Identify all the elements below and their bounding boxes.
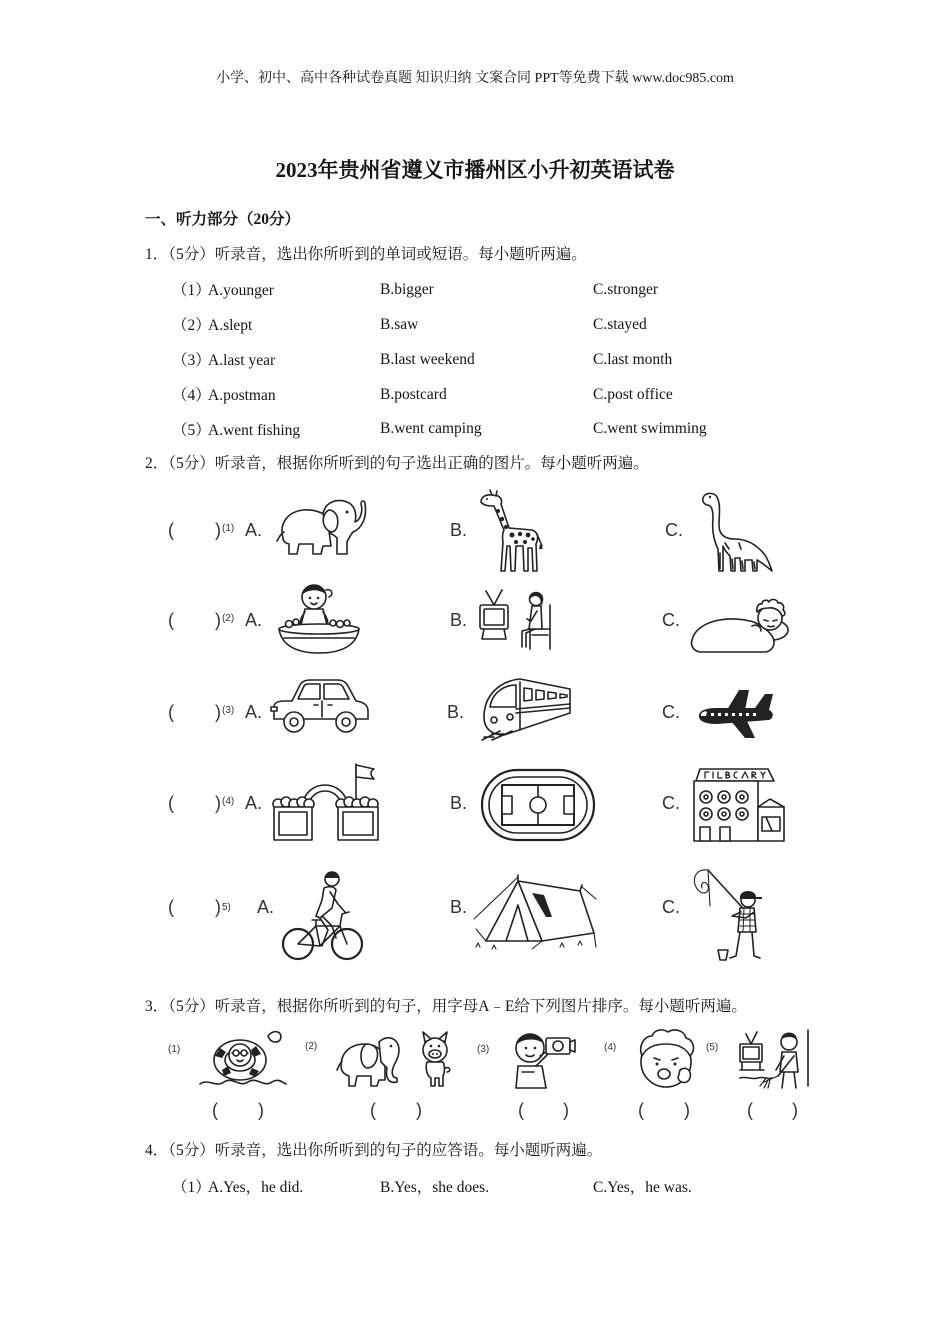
q1-option-c: C.last month bbox=[593, 351, 673, 368]
option-a-label: A. bbox=[245, 793, 263, 813]
option-c-label: C. bbox=[662, 610, 680, 630]
answer-open-paren: ( bbox=[518, 1100, 524, 1120]
answer-open-paren: ( bbox=[212, 1100, 218, 1120]
cycling-icon bbox=[282, 868, 364, 962]
answer-close-paren: ) bbox=[215, 610, 221, 630]
option-c-label: C. bbox=[665, 520, 683, 540]
car-icon bbox=[270, 677, 370, 737]
q1-option-a: A.postman bbox=[208, 387, 276, 404]
q4-option-b: B.Yes，she does. bbox=[380, 1179, 490, 1196]
q1-option-c: C.stronger bbox=[593, 281, 659, 298]
option-b-label: B. bbox=[447, 702, 465, 722]
train-icon bbox=[480, 673, 572, 741]
q1-item-num: （3） bbox=[172, 352, 211, 369]
section-heading-listening: 一、听力部分（20分） bbox=[145, 211, 301, 228]
q3-item-num: (5) bbox=[706, 1042, 719, 1053]
swimming-icon bbox=[198, 1026, 288, 1090]
answer-open-paren: ( bbox=[168, 897, 174, 917]
park-icon bbox=[270, 762, 382, 842]
q4-option-c: C.Yes，he was. bbox=[593, 1179, 692, 1196]
option-c-label: C. bbox=[662, 702, 680, 722]
q4-item-num: （1） bbox=[172, 1179, 211, 1196]
answer-open-paren: ( bbox=[747, 1100, 753, 1120]
answer-close-paren: ) bbox=[792, 1100, 798, 1120]
q3-item-num: (1) bbox=[168, 1044, 181, 1055]
q2-stem: 2．（5分）听录音，根据你所听到的句子选出正确的图片。每小题听两遍。 bbox=[145, 455, 649, 472]
washing-icon bbox=[275, 579, 363, 657]
answer-close-paren: ) bbox=[215, 897, 221, 917]
answer-close-paren: ) bbox=[563, 1100, 569, 1120]
q1-stem: 1．（5分）听录音，选出你所听到的单词或短语。每小题听两遍。 bbox=[145, 246, 587, 263]
page-title: 2023年贵州省遵义市播州区小升初英语试卷 bbox=[275, 158, 675, 182]
giraffe-icon bbox=[478, 488, 543, 573]
q3-item-num: (3) bbox=[477, 1044, 490, 1055]
option-a-label: A. bbox=[245, 610, 263, 630]
tent-icon bbox=[472, 873, 598, 953]
q4-stem: 4．（5分）听录音，选出你所听到的句子的应答语。每小题听两遍。 bbox=[145, 1142, 603, 1159]
q2-row-num: (4) bbox=[222, 796, 235, 807]
answer-close-paren: ) bbox=[416, 1100, 422, 1120]
q2-row-num: (2) bbox=[222, 613, 235, 624]
elephant-pig-icon bbox=[335, 1028, 463, 1090]
q1-option-a: A.younger bbox=[208, 282, 274, 299]
sleeping-icon bbox=[690, 594, 790, 654]
q3-item-num: (2) bbox=[305, 1041, 318, 1052]
dinosaur-icon bbox=[695, 489, 773, 573]
watching-tv-icon bbox=[478, 587, 558, 651]
q2-row-num: (3) bbox=[222, 705, 235, 716]
answer-open-paren: ( bbox=[168, 793, 174, 813]
fishing-icon bbox=[688, 866, 778, 962]
stadium-icon bbox=[480, 768, 596, 842]
library-icon bbox=[690, 767, 786, 843]
option-b-label: B. bbox=[450, 793, 468, 813]
answer-close-paren: ) bbox=[215, 702, 221, 722]
answer-open-paren: ( bbox=[168, 610, 174, 630]
q1-option-b: B.bigger bbox=[380, 281, 434, 298]
elephant-icon bbox=[275, 494, 367, 562]
q1-option-a: A.last year bbox=[208, 352, 276, 369]
option-a-label: A. bbox=[245, 702, 263, 722]
camera-icon bbox=[508, 1026, 576, 1090]
q1-option-c: C.post office bbox=[593, 386, 673, 403]
header-url: www.doc985.com bbox=[632, 71, 734, 86]
q1-option-b: B.last weekend bbox=[380, 351, 475, 368]
plane-icon bbox=[697, 686, 775, 740]
answer-open-paren: ( bbox=[638, 1100, 644, 1120]
q2-row-num: 5) bbox=[222, 902, 231, 913]
q1-option-b: B.postcard bbox=[380, 386, 447, 403]
q1-option-b: B.went camping bbox=[380, 420, 482, 437]
answer-close-paren: ) bbox=[215, 520, 221, 540]
q1-item-num: （2） bbox=[172, 317, 211, 334]
answer-close-paren: ) bbox=[684, 1100, 690, 1120]
answer-open-paren: ( bbox=[168, 520, 174, 540]
option-c-label: C. bbox=[662, 793, 680, 813]
q2-row-num: (1) bbox=[222, 523, 235, 534]
option-a-label: A. bbox=[245, 520, 263, 540]
q1-item-num: （5） bbox=[172, 422, 211, 439]
q1-option-a: A.slept bbox=[208, 317, 253, 334]
option-b-label: B. bbox=[450, 610, 468, 630]
option-a-label: A. bbox=[257, 897, 275, 917]
q4-option-a: A.Yes，he did. bbox=[208, 1179, 304, 1196]
answer-close-paren: ) bbox=[215, 793, 221, 813]
q1-option-c: C.went swimming bbox=[593, 420, 707, 437]
q1-item-num: （4） bbox=[172, 387, 211, 404]
q3-item-num: (4) bbox=[604, 1042, 617, 1053]
toothache-icon bbox=[630, 1026, 702, 1092]
site-header bbox=[0, 70, 950, 88]
q3-stem: 3．（5分）听录音，根据你所听到的句子，用字母A﹣E给下列图片排序。每小题听两遍。 bbox=[145, 998, 747, 1015]
option-b-label: B. bbox=[450, 897, 468, 917]
answer-open-paren: ( bbox=[370, 1100, 376, 1120]
answer-close-paren: ) bbox=[258, 1100, 264, 1120]
header-notice: 小学、初中、高中各种试卷真题 知识归纳 文案合同 PPT等免费下载 bbox=[216, 71, 629, 86]
q1-item-num: （1） bbox=[172, 282, 211, 299]
option-c-label: C. bbox=[662, 897, 680, 917]
answer-open-paren: ( bbox=[168, 702, 174, 722]
q1-option-a: A.went fishing bbox=[208, 422, 301, 439]
option-b-label: B. bbox=[450, 520, 468, 540]
sweeping-icon bbox=[738, 1026, 810, 1090]
q1-option-b: B.saw bbox=[380, 316, 419, 333]
q1-option-c: C.stayed bbox=[593, 316, 647, 333]
